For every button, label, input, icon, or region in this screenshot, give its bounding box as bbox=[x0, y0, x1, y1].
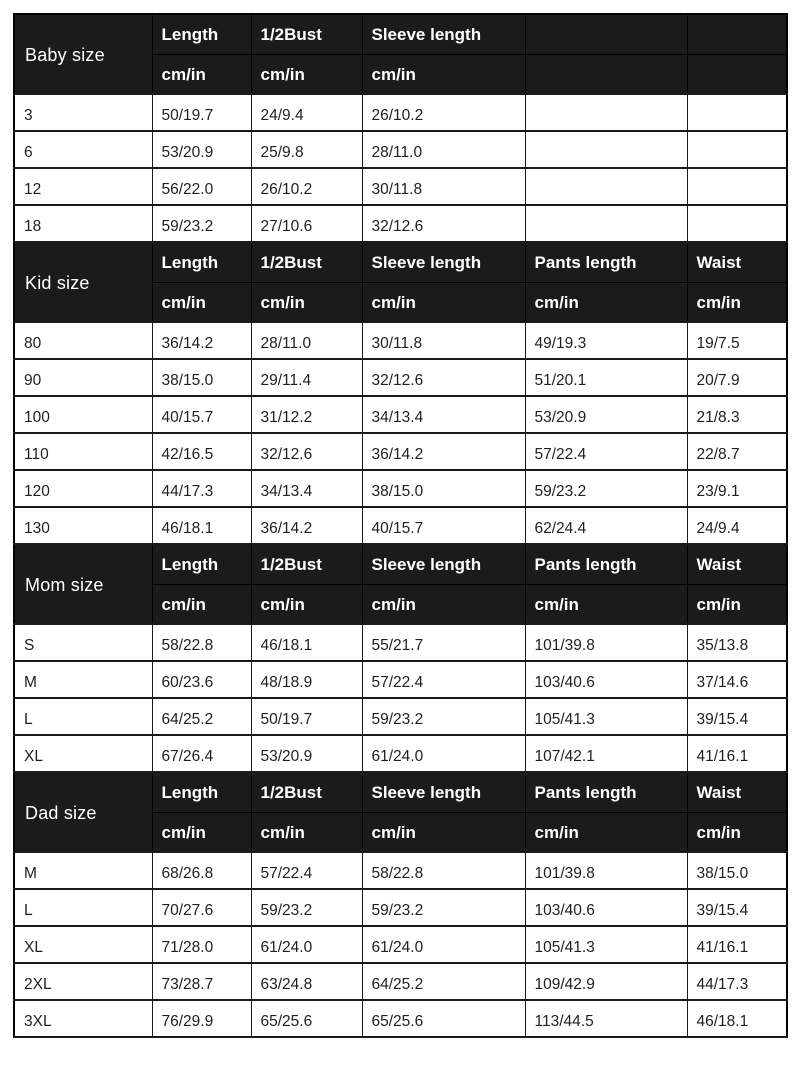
value-cell: 24/9.4 bbox=[687, 507, 787, 544]
table-row bbox=[14, 852, 787, 889]
value-cell: 24/9.4 bbox=[251, 94, 362, 131]
size-cell: S bbox=[14, 624, 152, 661]
value-cell: 101/39.8 bbox=[525, 852, 687, 889]
unit-cell: cm/in bbox=[525, 282, 687, 322]
value-cell: 61/24.0 bbox=[362, 926, 525, 963]
value-cell: 53/20.9 bbox=[525, 396, 687, 433]
value-cell: 73/28.7 bbox=[152, 963, 251, 1000]
unit-cell: cm/in bbox=[251, 282, 362, 322]
column-header-waist: Waist bbox=[687, 242, 787, 282]
value-cell: 36/14.2 bbox=[251, 507, 362, 544]
section-label-kid-size: Kid size bbox=[14, 242, 152, 322]
value-cell: 105/41.3 bbox=[525, 698, 687, 735]
value-cell: 46/18.1 bbox=[251, 624, 362, 661]
value-cell: 68/26.8 bbox=[152, 852, 251, 889]
value-cell: 38/15.0 bbox=[362, 470, 525, 507]
value-cell: 58/22.8 bbox=[152, 624, 251, 661]
value-cell: 29/11.4 bbox=[251, 359, 362, 396]
value-cell: 42/16.5 bbox=[152, 433, 251, 470]
value-cell: 103/40.6 bbox=[525, 889, 687, 926]
section-label-dad-size: Dad size bbox=[14, 772, 152, 852]
value-cell: 32/12.6 bbox=[251, 433, 362, 470]
value-cell: 64/25.2 bbox=[362, 963, 525, 1000]
size-cell: 130 bbox=[14, 507, 152, 544]
value-cell: 65/25.6 bbox=[251, 1000, 362, 1037]
section-label-baby-size: Baby size bbox=[14, 14, 152, 94]
unit-cell: cm/in bbox=[687, 584, 787, 624]
value-cell: 46/18.1 bbox=[152, 507, 251, 544]
value-cell: 59/23.2 bbox=[525, 470, 687, 507]
column-header-1-2bust: 1/2Bust bbox=[251, 544, 362, 584]
value-cell: 57/22.4 bbox=[525, 433, 687, 470]
column-header-pants-length: Pants length bbox=[525, 772, 687, 812]
table-row bbox=[14, 698, 787, 735]
section-label-mom-size: Mom size bbox=[14, 544, 152, 624]
value-cell: 64/25.2 bbox=[152, 698, 251, 735]
value-cell: 27/10.6 bbox=[251, 205, 362, 242]
value-cell: 21/8.3 bbox=[687, 396, 787, 433]
size-cell: L bbox=[14, 698, 152, 735]
value-cell: 67/26.4 bbox=[152, 735, 251, 772]
value-cell: 76/29.9 bbox=[152, 1000, 251, 1037]
table-row bbox=[14, 963, 787, 1000]
value-cell: 61/24.0 bbox=[251, 926, 362, 963]
value-cell: 101/39.8 bbox=[525, 624, 687, 661]
size-cell: XL bbox=[14, 735, 152, 772]
value-cell: 39/15.4 bbox=[687, 889, 787, 926]
size-cell: M bbox=[14, 852, 152, 889]
value-cell: 30/11.8 bbox=[362, 168, 525, 205]
value-cell: 22/8.7 bbox=[687, 433, 787, 470]
value-cell: 103/40.6 bbox=[525, 661, 687, 698]
value-cell-empty bbox=[687, 168, 787, 205]
unit-cell: cm/in bbox=[687, 282, 787, 322]
value-cell: 61/24.0 bbox=[362, 735, 525, 772]
value-cell: 57/22.4 bbox=[251, 852, 362, 889]
table-row bbox=[14, 205, 787, 242]
header-row-columns bbox=[14, 772, 787, 812]
unit-cell-empty bbox=[525, 54, 687, 94]
value-cell: 59/23.2 bbox=[362, 698, 525, 735]
size-cell: 100 bbox=[14, 396, 152, 433]
unit-cell: cm/in bbox=[251, 812, 362, 852]
header-row-columns bbox=[14, 242, 787, 282]
value-cell: 50/19.7 bbox=[251, 698, 362, 735]
value-cell-empty bbox=[525, 131, 687, 168]
value-cell: 60/23.6 bbox=[152, 661, 251, 698]
unit-cell: cm/in bbox=[152, 812, 251, 852]
column-header-length: Length bbox=[152, 772, 251, 812]
value-cell: 51/20.1 bbox=[525, 359, 687, 396]
value-cell: 71/28.0 bbox=[152, 926, 251, 963]
value-cell: 49/19.3 bbox=[525, 322, 687, 359]
column-header-sleeve-length: Sleeve length bbox=[362, 14, 525, 54]
value-cell: 50/19.7 bbox=[152, 94, 251, 131]
value-cell: 28/11.0 bbox=[362, 131, 525, 168]
value-cell: 46/18.1 bbox=[687, 1000, 787, 1037]
size-cell: 120 bbox=[14, 470, 152, 507]
value-cell: 59/23.2 bbox=[251, 889, 362, 926]
table-row bbox=[14, 661, 787, 698]
unit-cell: cm/in bbox=[251, 584, 362, 624]
value-cell: 32/12.6 bbox=[362, 205, 525, 242]
value-cell: 41/16.1 bbox=[687, 735, 787, 772]
value-cell-empty bbox=[525, 205, 687, 242]
value-cell-empty bbox=[687, 94, 787, 131]
value-cell: 38/15.0 bbox=[152, 359, 251, 396]
column-header-length: Length bbox=[152, 544, 251, 584]
value-cell: 65/25.6 bbox=[362, 1000, 525, 1037]
value-cell: 63/24.8 bbox=[251, 963, 362, 1000]
value-cell-empty bbox=[525, 94, 687, 131]
value-cell: 53/20.9 bbox=[152, 131, 251, 168]
value-cell: 23/9.1 bbox=[687, 470, 787, 507]
value-cell: 36/14.2 bbox=[362, 433, 525, 470]
value-cell: 36/14.2 bbox=[152, 322, 251, 359]
size-chart-table bbox=[13, 13, 788, 1038]
size-cell: 6 bbox=[14, 131, 152, 168]
value-cell: 113/44.5 bbox=[525, 1000, 687, 1037]
value-cell: 25/9.8 bbox=[251, 131, 362, 168]
value-cell: 40/15.7 bbox=[152, 396, 251, 433]
header-row-columns bbox=[14, 14, 787, 54]
value-cell: 32/12.6 bbox=[362, 359, 525, 396]
unit-cell: cm/in bbox=[152, 584, 251, 624]
size-cell: 2XL bbox=[14, 963, 152, 1000]
value-cell: 57/22.4 bbox=[362, 661, 525, 698]
unit-cell: cm/in bbox=[362, 812, 525, 852]
size-cell: 110 bbox=[14, 433, 152, 470]
section-dad-size bbox=[14, 772, 787, 1037]
value-cell: 38/15.0 bbox=[687, 852, 787, 889]
size-cell: XL bbox=[14, 926, 152, 963]
section-mom-size bbox=[14, 544, 787, 772]
table-row bbox=[14, 359, 787, 396]
table-row bbox=[14, 507, 787, 544]
column-header-pants-length: Pants length bbox=[525, 544, 687, 584]
value-cell: 39/15.4 bbox=[687, 698, 787, 735]
value-cell: 48/18.9 bbox=[251, 661, 362, 698]
size-cell: L bbox=[14, 889, 152, 926]
value-cell-empty bbox=[525, 168, 687, 205]
value-cell: 40/15.7 bbox=[362, 507, 525, 544]
section-baby-size bbox=[14, 14, 787, 242]
column-header-waist: Waist bbox=[687, 544, 787, 584]
value-cell: 34/13.4 bbox=[362, 396, 525, 433]
value-cell: 62/24.4 bbox=[525, 507, 687, 544]
size-cell: 3 bbox=[14, 94, 152, 131]
header-row-columns bbox=[14, 544, 787, 584]
value-cell: 26/10.2 bbox=[362, 94, 525, 131]
table-row bbox=[14, 889, 787, 926]
value-cell: 37/14.6 bbox=[687, 661, 787, 698]
value-cell: 55/21.7 bbox=[362, 624, 525, 661]
table-row bbox=[14, 926, 787, 963]
column-header-sleeve-length: Sleeve length bbox=[362, 772, 525, 812]
column-header-length: Length bbox=[152, 14, 251, 54]
column-header-1-2bust: 1/2Bust bbox=[251, 242, 362, 282]
value-cell: 109/42.9 bbox=[525, 963, 687, 1000]
column-header-waist: Waist bbox=[687, 772, 787, 812]
table-row bbox=[14, 735, 787, 772]
unit-cell: cm/in bbox=[152, 282, 251, 322]
unit-cell: cm/in bbox=[525, 812, 687, 852]
table-row bbox=[14, 168, 787, 205]
value-cell: 41/16.1 bbox=[687, 926, 787, 963]
column-header-1-2bust: 1/2Bust bbox=[251, 14, 362, 54]
table-row bbox=[14, 131, 787, 168]
unit-cell: cm/in bbox=[251, 54, 362, 94]
table-row bbox=[14, 94, 787, 131]
value-cell: 56/22.0 bbox=[152, 168, 251, 205]
value-cell: 20/7.9 bbox=[687, 359, 787, 396]
unit-cell-empty bbox=[687, 54, 787, 94]
size-cell: M bbox=[14, 661, 152, 698]
column-header-sleeve-length: Sleeve length bbox=[362, 544, 525, 584]
value-cell: 44/17.3 bbox=[152, 470, 251, 507]
size-cell: 90 bbox=[14, 359, 152, 396]
table-row bbox=[14, 322, 787, 359]
column-header-empty bbox=[687, 14, 787, 54]
unit-cell: cm/in bbox=[362, 54, 525, 94]
unit-cell: cm/in bbox=[687, 812, 787, 852]
value-cell: 105/41.3 bbox=[525, 926, 687, 963]
column-header-sleeve-length: Sleeve length bbox=[362, 242, 525, 282]
size-cell: 12 bbox=[14, 168, 152, 205]
table-row bbox=[14, 624, 787, 661]
value-cell-empty bbox=[687, 205, 787, 242]
unit-cell: cm/in bbox=[525, 584, 687, 624]
value-cell: 31/12.2 bbox=[251, 396, 362, 433]
section-kid-size bbox=[14, 242, 787, 544]
value-cell: 59/23.2 bbox=[362, 889, 525, 926]
value-cell: 26/10.2 bbox=[251, 168, 362, 205]
table-row bbox=[14, 1000, 787, 1037]
column-header-pants-length: Pants length bbox=[525, 242, 687, 282]
unit-cell: cm/in bbox=[362, 282, 525, 322]
value-cell: 58/22.8 bbox=[362, 852, 525, 889]
column-header-empty bbox=[525, 14, 687, 54]
value-cell: 34/13.4 bbox=[251, 470, 362, 507]
value-cell: 59/23.2 bbox=[152, 205, 251, 242]
value-cell: 19/7.5 bbox=[687, 322, 787, 359]
unit-cell: cm/in bbox=[152, 54, 251, 94]
value-cell: 70/27.6 bbox=[152, 889, 251, 926]
value-cell: 35/13.8 bbox=[687, 624, 787, 661]
value-cell: 44/17.3 bbox=[687, 963, 787, 1000]
value-cell: 30/11.8 bbox=[362, 322, 525, 359]
table-row bbox=[14, 396, 787, 433]
table-row bbox=[14, 433, 787, 470]
value-cell: 28/11.0 bbox=[251, 322, 362, 359]
size-cell: 80 bbox=[14, 322, 152, 359]
table-row bbox=[14, 470, 787, 507]
unit-cell: cm/in bbox=[362, 584, 525, 624]
value-cell: 107/42.1 bbox=[525, 735, 687, 772]
value-cell: 53/20.9 bbox=[251, 735, 362, 772]
size-cell: 18 bbox=[14, 205, 152, 242]
column-header-length: Length bbox=[152, 242, 251, 282]
value-cell-empty bbox=[687, 131, 787, 168]
size-cell: 3XL bbox=[14, 1000, 152, 1037]
column-header-1-2bust: 1/2Bust bbox=[251, 772, 362, 812]
